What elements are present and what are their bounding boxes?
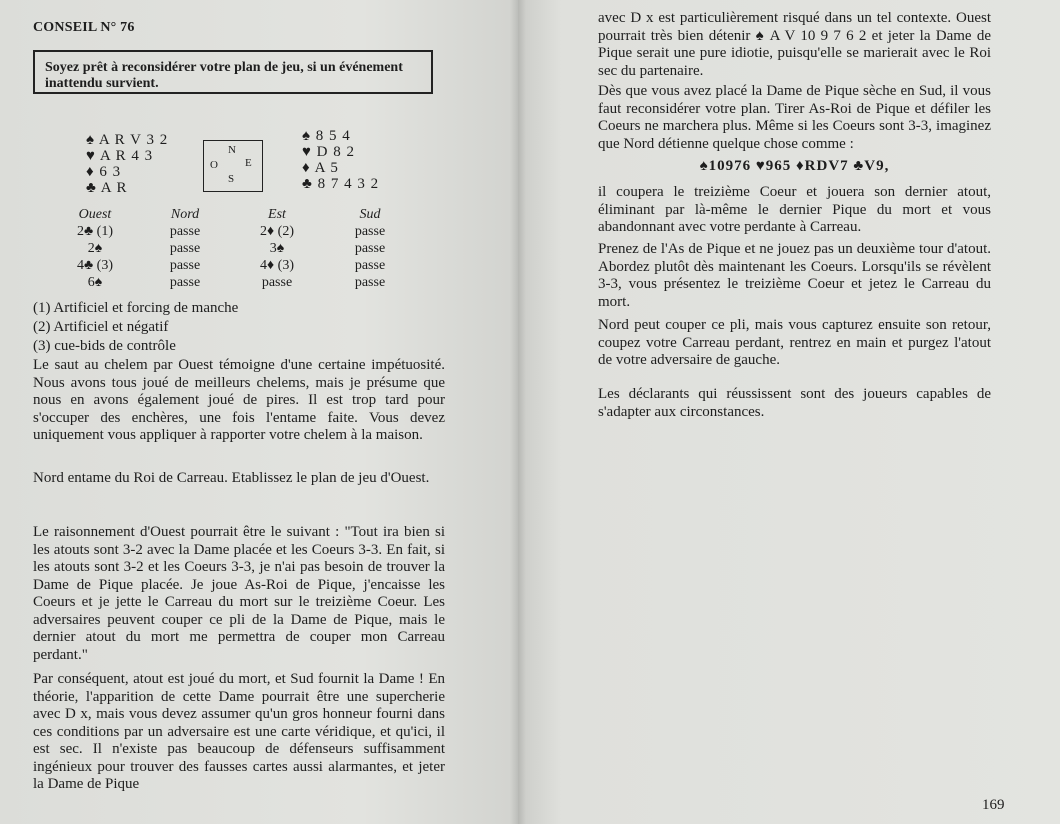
bid-south: passe: [354, 241, 386, 256]
header-north: Nord: [170, 207, 200, 222]
bid-east: 3♠: [269, 241, 285, 256]
bid-east: passe: [261, 275, 293, 290]
note-3: (3) cue-bids de contrôle: [33, 338, 176, 354]
tip-box: [33, 50, 433, 94]
bid-south: passe: [354, 224, 386, 239]
right-paragraph-3: il coupera le treizième Coeur et jouera son dernier atout, éliminant par là-même le dernier Pique du mort et vous abandonnant avec votre perdante à Carreau.: [598, 184, 991, 235]
west-hearts: ♥ A R 4 3: [86, 148, 154, 164]
west-clubs: ♣ A R: [86, 180, 128, 196]
bid-north: passe: [169, 241, 201, 256]
header-east: Est: [268, 207, 286, 222]
bid-east: 4♦ (3): [260, 258, 294, 273]
note-2: (2) Artificiel et négatif: [33, 319, 169, 335]
bid-east: 2♦ (2): [260, 224, 294, 239]
tip-header: CONSEIL N° 76: [33, 20, 135, 35]
header-south: Sud: [359, 207, 381, 222]
bid-west: 6♠: [87, 275, 103, 290]
book-gutter: [510, 0, 526, 824]
west-spades: ♠ A R V 3 2: [86, 132, 169, 148]
right-paragraph-2: Dès que vous avez placé la Dame de Pique sèche en Sud, il vous faut reconsidérer votre plan. Tirer As-Roi de Pique et défiler les Coeurs ne marchera plus. Même si les Coeurs sont 3-3, imaginez que Nord détienne quelque chose comme :: [598, 83, 991, 152]
right-paragraph-5: Nord peut couper ce pli, mais vous capturez ensuite son retour, coupez votre Carreau perdant, rentrez en main et purgez l'atout de votre adversaire de gauche.: [598, 317, 991, 368]
note-1: (1) Artificiel et forcing de manche: [33, 300, 239, 316]
compass-box: [203, 140, 263, 192]
right-paragraph-6: Les déclarants qui réussissent sont des joueurs capables de s'adapter aux circonstances.: [598, 386, 991, 420]
bid-north: passe: [169, 275, 201, 290]
east-hand: [302, 128, 379, 192]
right-paragraph-1: avec D x est particulièrement risqué dans un tel contexte. Ouest pourrait très bien détenir ♠ A V 10 9 7 6 2 et jeter la Dame de Pique serait une pure idiotie, puisqu'elle se marierait avec le Roi sec du partenaire.: [598, 10, 991, 79]
page-number: 169: [982, 797, 1005, 813]
compass-west: O: [210, 159, 218, 171]
compass-south: S: [228, 173, 235, 185]
east-spades: ♠ 8 5 4: [302, 128, 351, 144]
left-paragraph-3: Le raisonnement d'Ouest pourrait être le suivant : "Tout ira bien si les atouts sont 3-2 avec la Dame placée et les Coeurs 3-3. En fait, si les atouts sont 3-2 et les Coeurs 3-3, je n'ai pas besoin de trouver la Dame de Pique placée. Je joue As-Roi de Pique, j'encaisse les Coeurs et je jette le Carreau du mort sur le treizième Coeur. Les adversaires peuvent couper ce pli de la Dame de Pique, mais le dernier atout du mort me permettra de couper mon Carreau perdant.": [33, 524, 445, 663]
bid-west: 4♣ (3): [76, 258, 113, 273]
east-clubs: ♣ 8 7 4 3 2: [302, 176, 380, 192]
bid-west: 2♣ (1): [76, 224, 113, 239]
compass-east: E: [245, 157, 252, 169]
north-hand-line: ♠10976 ♥965 ♦RDV7 ♣V9,: [699, 158, 890, 174]
bid-north: passe: [169, 258, 201, 273]
left-paragraph-2: Nord entame du Roi de Carreau. Etablissez le plan de jeu d'Ouest.: [33, 470, 430, 486]
bid-south: passe: [354, 258, 386, 273]
right-paragraph-4: Prenez de l'As de Pique et ne jouez pas un deuxième tour d'atout. Abordez plutôt dès maintenant les Coeurs. Lorsqu'ils se révèlent 3-3, vous présentez le treizième Coeur et jetez le Carreau du mort.: [598, 241, 991, 310]
east-hearts: ♥ D 8 2: [302, 144, 355, 160]
left-paragraph-4: Par conséquent, atout est joué du mort, et Sud fournit la Dame ! En théorie, l'apparition de cette Dame pourrait être une supercherie avec D x, mais vous devez assumer qu'un gros honneur fourni dans ces conditions par un adversaire est une carte véridique, et qu'ici, il est sec. Il n'existe pas beaucoup de défenseurs suffisamment ingénieux pour trouver des fausses cartes aussi alarmantes, et jeter la Dame de Pique: [33, 671, 445, 792]
bid-north: passe: [169, 224, 201, 239]
west-diamonds: ♦ 6 3: [86, 164, 122, 180]
west-hand: [86, 132, 168, 196]
tip-text: Soyez prêt à reconsidérer votre plan de jeu, si un événement inattendu survient.: [45, 60, 403, 91]
compass-north: N: [228, 144, 236, 156]
bid-south: passe: [354, 275, 386, 290]
header-west: Ouest: [78, 207, 112, 222]
bidding-notes: [33, 299, 238, 356]
bid-west: 2♠: [87, 241, 103, 256]
east-diamonds: ♦ A 5: [302, 160, 339, 176]
left-paragraph-1: Le saut au chelem par Ouest témoigne d'une certaine impétuosité. Nous avons tous joué de meilleurs chelems, mais je présume que nous en avons également joué de pires. Il est trop tard pour s'occuper des enchères, une fois l'entame faite. Vous devez uniquement vous appliquer à rapporter votre chelem à la maison.: [33, 357, 445, 443]
